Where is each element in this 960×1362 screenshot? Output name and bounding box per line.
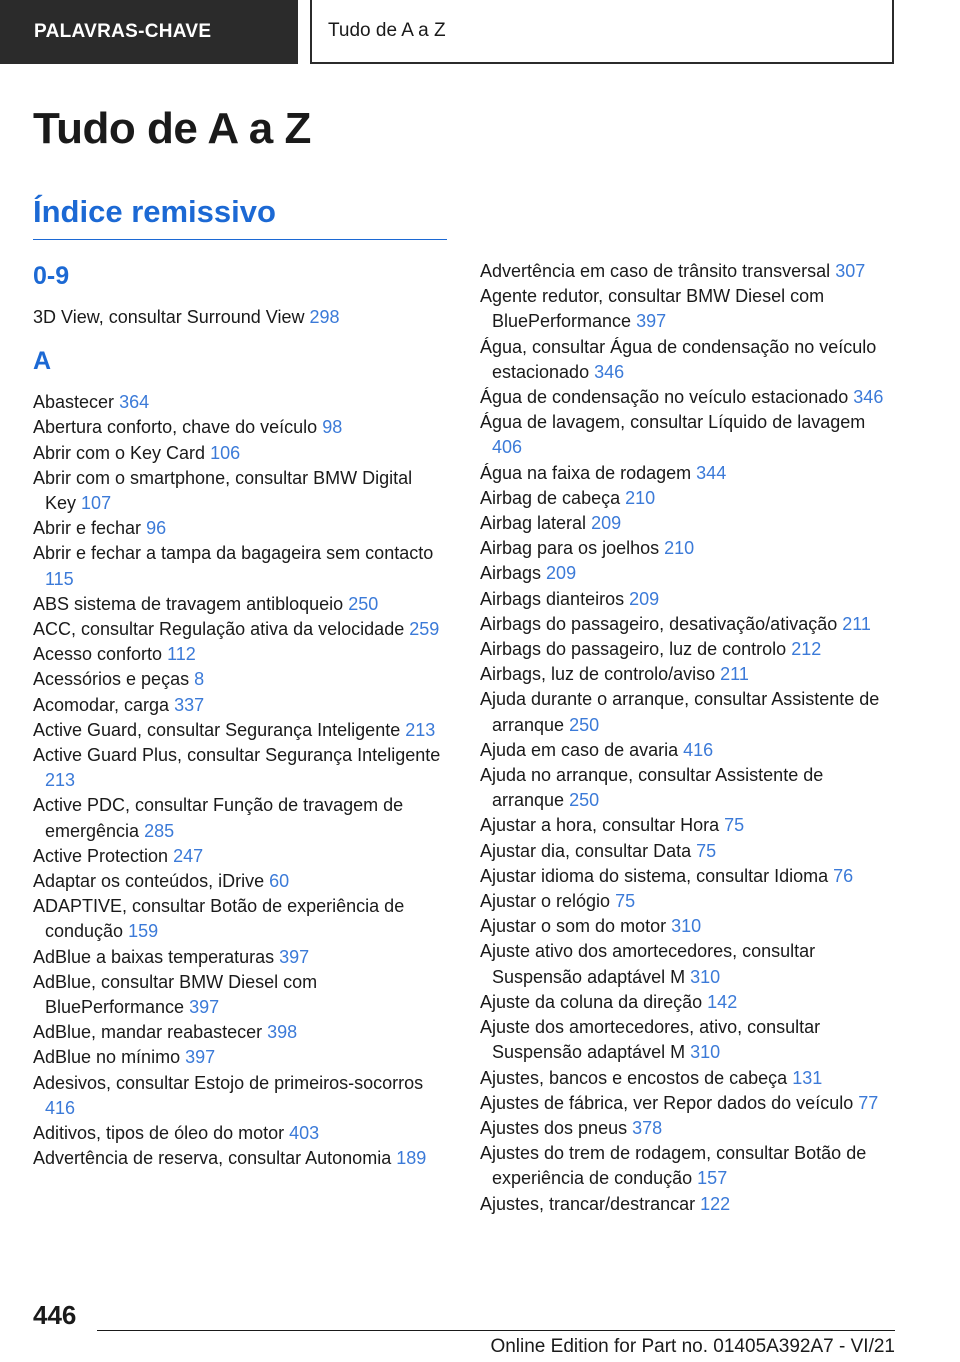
index-entry <box>480 587 900 612</box>
index-list-right <box>480 259 900 1217</box>
index-entry <box>33 945 447 970</box>
index-entry-text: Airbags, luz de controlo/aviso <box>480 664 716 685</box>
page-reference-link[interactable]: 189 <box>396 1148 427 1169</box>
page-reference-link[interactable]: 8 <box>194 669 205 690</box>
index-entry-text: Ajustar idioma do sistema, consultar Idioma <box>480 865 829 886</box>
page-reference-link[interactable]: 285 <box>144 820 175 841</box>
page-reference-link[interactable]: 378 <box>632 1117 663 1138</box>
index-entry <box>480 612 900 637</box>
index-entry <box>33 516 447 541</box>
index-entry-text: Abrir e fechar <box>33 518 142 539</box>
index-letter-heading: 0-9 <box>33 262 70 290</box>
page-reference-link[interactable]: 209 <box>629 588 660 609</box>
page-reference-link[interactable]: 98 <box>322 417 343 438</box>
page-reference-link[interactable]: 112 <box>167 644 196 665</box>
page-reference-link[interactable]: 75 <box>724 815 745 836</box>
index-entry <box>33 1146 447 1171</box>
page-reference-link[interactable]: 406 <box>492 437 523 458</box>
page-reference-link[interactable]: 397 <box>185 1047 216 1068</box>
index-entry-text: Advertência em caso de trânsito transversal <box>480 261 831 281</box>
index-entry-text: ABS sistema de travagem antibloqueio <box>33 593 344 614</box>
edition-text: Online Edition for Part no. 01405A392A7 - VI/21 <box>490 1336 895 1357</box>
index-entry <box>480 1015 900 1065</box>
index-entry <box>33 466 447 516</box>
index-entry <box>480 939 900 989</box>
index-entry <box>33 894 447 944</box>
page-reference-link[interactable]: 209 <box>546 563 577 584</box>
index-entry-text: Ajustar o relógio <box>480 891 611 912</box>
index-entry <box>480 839 900 864</box>
index-entry <box>33 305 447 330</box>
page-reference-link[interactable]: 346 <box>594 361 625 382</box>
index-entry <box>480 410 900 460</box>
index-column-right <box>480 259 900 1217</box>
page-reference-link[interactable]: 250 <box>569 790 600 811</box>
index-entry-text: Abrir e fechar a tampa da bagageira sem contacto <box>33 543 434 564</box>
index-entry <box>33 718 447 743</box>
page-reference-link[interactable]: 75 <box>615 891 636 912</box>
page-reference-link[interactable]: 212 <box>791 639 822 660</box>
index-entry-text: AdBlue no mínimo <box>33 1047 181 1068</box>
index-entry-text: Agente redutor, consultar BMW Diesel com BluePerformance <box>480 286 825 332</box>
index-entry <box>33 793 447 843</box>
page-reference-link[interactable]: 250 <box>348 593 379 614</box>
index-entry-text: Airbags <box>480 563 542 584</box>
index-entry <box>480 637 900 662</box>
index-entry-text: Airbag lateral <box>480 513 587 534</box>
page-reference-link[interactable]: 403 <box>289 1123 320 1144</box>
index-entry <box>480 914 900 939</box>
index-entry <box>480 561 900 586</box>
page-reference-link[interactable]: 131 <box>792 1067 823 1088</box>
page-reference-link[interactable]: 397 <box>279 946 310 967</box>
index-entry-text: Ajuda durante o arranque, consultar Assistente de arranque <box>480 689 880 735</box>
index-entry <box>33 844 447 869</box>
index-entry <box>33 1020 447 1045</box>
index-entry-text: Adaptar os conteúdos, iDrive <box>33 871 265 892</box>
index-entry-text: Adesivos, consultar Estojo de primeiros-socorros <box>33 1072 424 1093</box>
page-reference-link[interactable]: 310 <box>690 966 721 987</box>
index-entry-text: AdBlue, mandar reabastecer <box>33 1022 263 1043</box>
index-entry-text: Abertura conforto, chave do veículo <box>33 417 318 438</box>
index-entry <box>33 869 447 894</box>
page-reference-link[interactable]: 96 <box>146 518 167 539</box>
index-entry <box>480 864 900 889</box>
index-entry-text: Abastecer <box>33 392 115 413</box>
index-entry-text: Airbags do passageiro, desativação/ativação <box>480 613 838 634</box>
index-entry <box>480 813 900 838</box>
index-entry <box>33 693 447 718</box>
page-reference-link[interactable]: 307 <box>835 261 866 281</box>
page-reference-link[interactable]: 142 <box>707 991 738 1012</box>
index-entry-text: ADAPTIVE, consultar Botão de experiência de condução <box>33 896 405 942</box>
index-entry <box>480 990 900 1015</box>
index-entry <box>480 1192 900 1217</box>
page-reference-link[interactable]: 213 <box>45 770 76 791</box>
section-divider <box>33 239 447 240</box>
page-reference-link[interactable]: 397 <box>189 997 220 1018</box>
page-reference-link[interactable]: 337 <box>174 694 205 715</box>
page-reference-link[interactable]: 60 <box>269 871 290 892</box>
page-reference-link[interactable]: 346 <box>853 387 884 408</box>
index-entry-text: Ajustes do trem de rodagem, consultar Botão de experiência de condução <box>480 1143 867 1189</box>
index-entry-text: Ajuda no arranque, consultar Assistente de arranque <box>480 765 824 811</box>
page-reference-link[interactable]: 211 <box>720 664 749 685</box>
index-entry <box>33 642 447 667</box>
index-entry <box>480 385 900 410</box>
index-entry <box>480 335 900 385</box>
index-entry <box>33 1121 447 1146</box>
index-entry <box>480 461 900 486</box>
page-reference-link[interactable]: 209 <box>591 513 622 534</box>
index-entry-text: Airbag de cabeça <box>480 487 621 508</box>
index-entry <box>33 541 447 591</box>
index-entry-text: Água de lavagem, consultar Líquido de lavagem <box>480 412 866 433</box>
page-reference-link[interactable]: 76 <box>833 865 854 886</box>
page-reference-link[interactable]: 122 <box>700 1193 731 1214</box>
tab-keywords-label: PALAVRAS-CHAVE <box>34 21 212 42</box>
index-letter-heading: A <box>33 347 52 376</box>
page-reference-link[interactable]: 106 <box>210 442 241 463</box>
page-number: 446 <box>33 1300 77 1330</box>
index-entry-text: Aditivos, tipos de óleo do motor <box>33 1123 285 1144</box>
tab-keywords[interactable] <box>0 0 298 64</box>
page-reference-link[interactable]: 210 <box>625 487 656 508</box>
index-list <box>33 305 447 330</box>
index-entry-text: ACC, consultar Regulação ativa da velocidade <box>33 619 405 640</box>
index-entry <box>33 592 447 617</box>
index-entry-text: Acessórios e peças <box>33 669 190 690</box>
page-reference-link[interactable]: 364 <box>119 392 150 413</box>
index-entry-text: AdBlue a baixas temperaturas <box>33 946 275 967</box>
page-reference-link[interactable]: 310 <box>671 916 702 937</box>
index-entry <box>480 1091 900 1116</box>
page-header <box>0 0 960 66</box>
page-reference-link[interactable]: 247 <box>173 845 204 866</box>
index-entry-text: Ajustar o som do motor <box>480 916 667 937</box>
index-entry-text: Ajustes, trancar/destrancar <box>480 1193 696 1214</box>
breadcrumb <box>310 0 894 64</box>
index-entry <box>33 390 447 415</box>
index-entry-text: Advertência de reserva, consultar Autonomia <box>33 1148 392 1169</box>
page-reference-link[interactable]: 77 <box>858 1092 879 1113</box>
index-entry-text: Água, consultar Água de condensação no veículo estacionado <box>480 336 877 382</box>
index-entry-text: 3D View, consultar Surround View <box>33 307 305 327</box>
index-entry <box>33 667 447 692</box>
index-entry-text: Abrir com o smartphone, consultar BMW Digital Key <box>33 467 413 514</box>
index-entry-text: Airbag para os joelhos <box>480 538 660 559</box>
index-entry-text: Airbags do passageiro, luz de controlo <box>480 639 787 660</box>
index-entry <box>480 738 900 763</box>
page-reference-link[interactable]: 397 <box>636 311 667 332</box>
index-entry-text: Acomodar, carga <box>33 694 170 715</box>
index-entry-text: Água de condensação no veículo estacionado <box>480 387 849 408</box>
index-entry-text: Airbags dianteiros <box>480 588 625 609</box>
index-entry-text: Ajuste da coluna da direção <box>480 991 703 1012</box>
index-entry <box>33 1045 447 1070</box>
page-reference-link[interactable]: 416 <box>683 739 714 760</box>
spacer <box>33 378 447 390</box>
index-entry <box>480 1066 900 1091</box>
index-entry-text: Active Protection <box>33 845 169 866</box>
index-entry <box>33 441 447 466</box>
index-entry-text: Active PDC, consultar Função de travagem de emergência <box>33 795 404 841</box>
index-entry-text: Active Guard, consultar Segurança Inteligente <box>33 719 401 740</box>
page-reference-link[interactable]: 298 <box>309 307 340 327</box>
index-entry-text: Ajuste ativo dos amortecedores, consultar Suspensão adaptável M <box>480 941 816 987</box>
index-entry <box>480 1116 900 1141</box>
index-entry-text: Ajustar a hora, consultar Hora <box>480 815 720 836</box>
index-entry <box>33 1071 447 1121</box>
index-entry <box>480 889 900 914</box>
index-entry-text: Ajuda em caso de avaria <box>480 739 679 760</box>
index-entry <box>480 536 900 561</box>
page-reference-link[interactable]: 250 <box>569 714 600 735</box>
index-entry <box>480 259 900 284</box>
index-entry-text: Ajustar dia, consultar Data <box>480 840 692 861</box>
index-entry <box>480 763 900 813</box>
index-entry <box>480 687 900 737</box>
index-entry <box>33 415 447 440</box>
index-column-left <box>33 259 447 1172</box>
page-reference-link[interactable]: 159 <box>128 921 159 942</box>
page-reference-link[interactable]: 259 <box>409 619 440 640</box>
page-reference-link[interactable]: 344 <box>696 462 727 483</box>
index-entry <box>33 743 447 793</box>
index-entry <box>33 970 447 1020</box>
index-entry <box>480 486 900 511</box>
section-title: Índice remissivo <box>33 194 276 229</box>
page-reference-link[interactable]: 210 <box>664 538 695 559</box>
index-entry <box>480 511 900 536</box>
index-entry-text: Água na faixa de rodagem <box>480 462 692 483</box>
index-entry <box>480 284 900 334</box>
index-entry <box>480 662 900 687</box>
index-entry <box>480 1141 900 1191</box>
page-reference-link[interactable]: 115 <box>45 568 74 589</box>
page-reference-link[interactable]: 310 <box>690 1042 721 1063</box>
index-entry-text: Ajustes dos pneus <box>480 1117 628 1138</box>
footer-divider <box>97 1330 895 1331</box>
index-entry-text: Active Guard Plus, consultar Segurança Inteligente <box>33 745 441 766</box>
page-reference-link[interactable]: 211 <box>842 613 871 634</box>
page-reference-link[interactable]: 416 <box>45 1097 76 1118</box>
page-reference-link[interactable]: 107 <box>81 493 112 514</box>
index-list <box>33 390 447 1171</box>
breadcrumb-label: Tudo de A a Z <box>328 20 446 41</box>
index-entry <box>33 617 447 642</box>
index-entry-text: Acesso conforto <box>33 644 163 665</box>
index-entry-text: Ajustes, bancos e encostos de cabeça <box>480 1067 788 1088</box>
page-reference-link[interactable]: 398 <box>267 1022 298 1043</box>
index-entry-text: Ajustes de fábrica, ver Repor dados do veículo <box>480 1092 854 1113</box>
page-reference-link[interactable]: 213 <box>405 719 436 740</box>
index-entry-text: AdBlue, consultar BMW Diesel com BluePerformance <box>33 971 318 1018</box>
index-entry-text: Abrir com o Key Card <box>33 442 206 463</box>
page-title: Tudo de A a Z <box>33 104 311 153</box>
page-reference-link[interactable]: 75 <box>696 840 717 861</box>
index-entry-text: Ajuste dos amortecedores, ativo, consultar Suspensão adaptável M <box>480 1017 821 1063</box>
spacer <box>33 293 447 305</box>
page-reference-link[interactable]: 157 <box>697 1168 728 1189</box>
